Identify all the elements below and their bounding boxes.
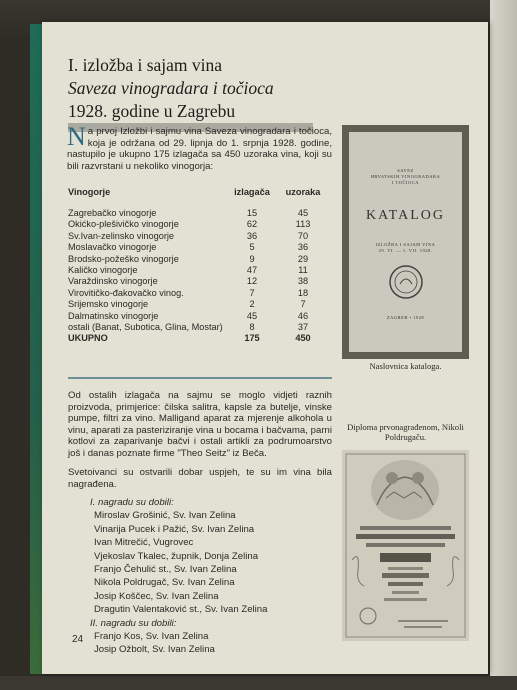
cover-stamp-icon <box>386 262 426 302</box>
exhibitors-cell: 45 <box>246 310 258 321</box>
region-cell: Srijemsko vinogorje <box>68 299 149 310</box>
cover-line-3: I TOČIOCA <box>392 180 419 185</box>
book-page <box>42 22 488 674</box>
header-izlagaca: izlagača <box>234 186 270 197</box>
samples-cell: 18 <box>297 287 309 298</box>
list-item: Ivan Mitrečić, Vugrovec <box>94 537 194 549</box>
region-cell: Moslavačko vinogorje <box>68 242 157 253</box>
title-line-3: 1928. godine u Zagrebu <box>68 101 236 121</box>
diploma-caption: Diploma prvonagrađenom, Nikoli Poldrugaču. <box>347 422 464 442</box>
samples-cell: 38 <box>297 276 309 287</box>
intro-text: a prvoj Izložbi i sajmu vina Saveza vinogradara i točioca, koja je održana od 29. lipnja do 1. srpnja 1928. godine, nastupilo je ukupno 175 izlagača sa 450 uzoraka vina, koji su bili razvrstani u nekoliko vinogorja: <box>67 126 332 172</box>
list-item: Miroslav Grošinić, Sv. Ivan Zelina <box>94 510 236 522</box>
cover-subtitle-1: IZLOŽBA I SAJAM VINA <box>375 242 436 247</box>
cover-city: ZAGREB • 1928 <box>386 315 425 320</box>
list-item: Franjo Čehulić st., Sv. Ivan Zelina <box>94 564 237 576</box>
catalog-cover-image <box>349 132 462 352</box>
drop-cap: N <box>67 122 86 151</box>
intro-paragraph <box>67 122 332 172</box>
vinogorje-table <box>68 184 330 345</box>
exhibitors-cell: 62 <box>246 219 258 230</box>
list-item: Nikola Poldrugač, Sv. Ivan Zelina <box>94 577 235 589</box>
table-row <box>68 311 330 322</box>
region-cell: Brodsko-požeško vinogorje <box>68 253 179 264</box>
exhibitors-cell: 15 <box>246 208 258 218</box>
header-vinogorje: Vinogorje <box>68 186 111 197</box>
samples-cell: 29 <box>297 253 309 264</box>
total-row <box>68 333 330 344</box>
samples-cell: 7 <box>300 299 306 310</box>
table-row <box>68 219 330 230</box>
table-separator-line <box>68 377 332 379</box>
page-number: 24 <box>72 634 84 645</box>
awards-list <box>90 496 267 657</box>
samples-cell: 113 <box>295 219 311 230</box>
cover-subtitle-2: 29. VI. — 1. VII. 1928. <box>378 248 433 253</box>
page-title <box>68 54 338 123</box>
table-row <box>68 242 330 253</box>
list-item: Franjo Kos, Sv. Ivan Zelina <box>94 631 209 643</box>
diploma-image <box>342 450 469 641</box>
samples-cell: 36 <box>297 242 309 253</box>
samples-cell: 46 <box>297 310 309 321</box>
region-cell: Dalmatinsko vinogorje <box>68 310 159 321</box>
exhibitors-cell: 47 <box>246 265 258 276</box>
cover-line-2: HRVATSKIH VINOGRADARA <box>370 174 441 179</box>
table-row <box>68 265 330 276</box>
cover-line-1: SAVEZ <box>397 168 414 173</box>
exhibitors-cell: 12 <box>246 276 258 287</box>
exhibitors-cell: 9 <box>249 253 255 264</box>
exhibitors-cell: 5 <box>249 242 255 253</box>
table-row <box>68 231 330 242</box>
region-cell: Virovitičko-đakovačko vinog. <box>68 287 184 298</box>
table-header-row <box>68 184 330 198</box>
region-cell: Kaličko vinogorje <box>68 265 138 276</box>
table-row <box>68 288 330 299</box>
exhibitors-paragraph: Od ostalih izlagača na sajmu se moglo vidjeti raznih proizvoda, primjerice: čilska salitra, kapsle za butelje, vinske pumpe, filtri za vino. Malligand aparat za mjerenje alkohola u vinu, aparati za pasteriziranje vina u bocama i bačvama, parni kotlovi za zaparivanje bačvi i ostali artikli za podrumoarstvo još i danas poznate firme "Theo Seitz" iz Beča. <box>68 390 332 459</box>
second-prize-heading: II. nagradu su dobili: <box>90 617 177 629</box>
total-samples: 450 <box>295 333 311 344</box>
list-item: Vinarija Pucek i Pažić, Sv. Ivan Zelina <box>94 523 255 535</box>
table-row <box>68 322 330 333</box>
total-exhibitors: 175 <box>244 333 260 344</box>
list-item: Vjekoslav Tkalec, župnik, Donja Zelina <box>94 550 259 562</box>
list-item: Josip Ožbolt, Sv. Ivan Zelina <box>94 644 215 656</box>
exhibitors-cell: 7 <box>249 287 255 298</box>
exhibitors-cell: 8 <box>249 322 255 333</box>
table-row <box>68 299 330 310</box>
cover-title: KATALOG <box>366 208 445 223</box>
first-prize-heading: I. nagradu su dobili: <box>90 497 174 508</box>
table-row <box>68 254 330 265</box>
list-item: Dragutin Valentaković st., Sv. Ivan Zelina <box>94 604 268 616</box>
samples-cell: 11 <box>298 265 308 276</box>
exhibitors-cell: 2 <box>249 299 255 310</box>
header-uzoraka: uzoraka <box>285 186 321 197</box>
success-paragraph: Svetoivanci su ostvarili dobar uspjeh, te su im vina bila nagrađena. <box>68 467 332 490</box>
total-label: UKUPNO <box>68 333 108 344</box>
samples-cell: 70 <box>297 230 309 241</box>
samples-cell: 45 <box>297 208 309 218</box>
table-row <box>68 276 330 287</box>
samples-cell: 37 <box>297 322 309 333</box>
region-cell: Okićko-plešivičko vinogorje <box>68 219 179 230</box>
region-cell: Zagrebačko vinogorje <box>68 208 157 218</box>
table-row <box>68 208 330 219</box>
region-cell: Sv.Ivan-zelinsko vinogorje <box>68 230 175 241</box>
region-cell: Varaždinsko vinogorje <box>68 276 158 287</box>
title-line-2: Saveza vinogradara i točioca <box>68 78 274 98</box>
background-right <box>490 0 517 690</box>
background-bottom <box>0 676 517 690</box>
title-line-1: I. izložba i sajam vina <box>68 55 223 75</box>
list-item: Josip Koščec, Sv. Ivan Zelina <box>94 590 219 602</box>
exhibitors-cell: 36 <box>246 230 258 241</box>
catalog-caption: Naslovnica kataloga. <box>369 361 442 371</box>
region-cell: ostali (Banat, Subotica, Glina, Mostar) <box>68 322 223 333</box>
